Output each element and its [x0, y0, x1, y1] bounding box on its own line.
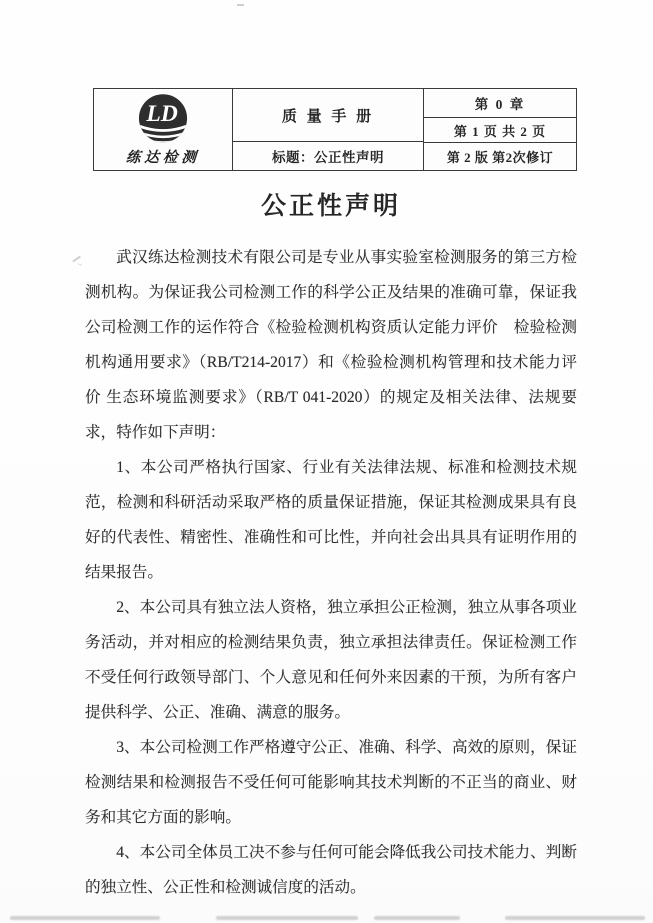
paragraph-item-3: 3、本公司检测工作严格遵守公正、准确、科学、高效的原则，保证检测结果和检测报告不受任何可能影响其技术判断的不正当的商业、财务和其它方面的影响。 — [85, 739, 577, 826]
page-number-info: 第 1 页 共 2 页 — [424, 118, 576, 143]
chapter-number: 第 0 章 — [424, 89, 576, 118]
header-middle-column — [233, 89, 424, 170]
manual-title: 质 量 手 册 — [233, 89, 423, 142]
paragraph-item-1: 1、本公司严格执行国家、行业有关法律法规、标准和检测技术规范，检测和科研活动采取严格的质量保证措施，保证其检测成果具有良好的代表性、精密性、准确性和可比性，并向社会出具具有证明作用的结果报告。 — [85, 459, 577, 581]
scan-speck — [72, 256, 80, 262]
logo-monogram: LD — [146, 100, 178, 127]
scan-shadow — [216, 916, 358, 920]
paragraph-item-4: 4、本公司全体员工决不参与任何可能会降低我公司技术能力、判断的独立性、公正性和检测诚信度的活动。 — [85, 844, 577, 896]
scan-shadow — [374, 916, 460, 920]
scan-speck — [78, 263, 82, 266]
paragraph-intro: 武汉练达检测技术有限公司是专业从事实验室检测服务的第三方检测机构。为保证我公司检测工作的科学公正及结果的准确可靠，保证我公司检测工作的运作符合《检验检测机构资质认定能力评价 检验检测机构通用要求》（RB/T214-2017）和《检验检测机构管理和技术能力评价 生态环境监测要求》（RB/T 041-2020）的规定及相关法律、法规要求，特作如下声明： — [85, 249, 577, 441]
header-table — [93, 88, 577, 171]
logo-company-name: 练达检测 — [125, 150, 201, 166]
paragraph-item-2: 2、本公司具有独立法人资格，独立承担公正检测，独立从事各项业务活动，并对相应的检测结果负责，独立承担法律责任。保证检测工作不受任何行政领导部门、个人意见和任何外来因素的干预，为所有客户提供科学、公正、准确、满意的服务。 — [85, 599, 577, 721]
logo-cell — [94, 89, 233, 170]
document-title-label: 标题：公正性声明 — [272, 150, 384, 165]
scan-shadow — [10, 916, 160, 920]
header-right-column — [424, 89, 576, 170]
company-logo-icon — [135, 92, 191, 148]
revision-info: 第 2 版 第2次修订 — [446, 150, 554, 165]
scan-shadow — [505, 916, 645, 920]
document-title: 公正性声明 — [260, 193, 401, 220]
scan-speck — [237, 4, 244, 6]
document-body — [85, 240, 577, 905]
